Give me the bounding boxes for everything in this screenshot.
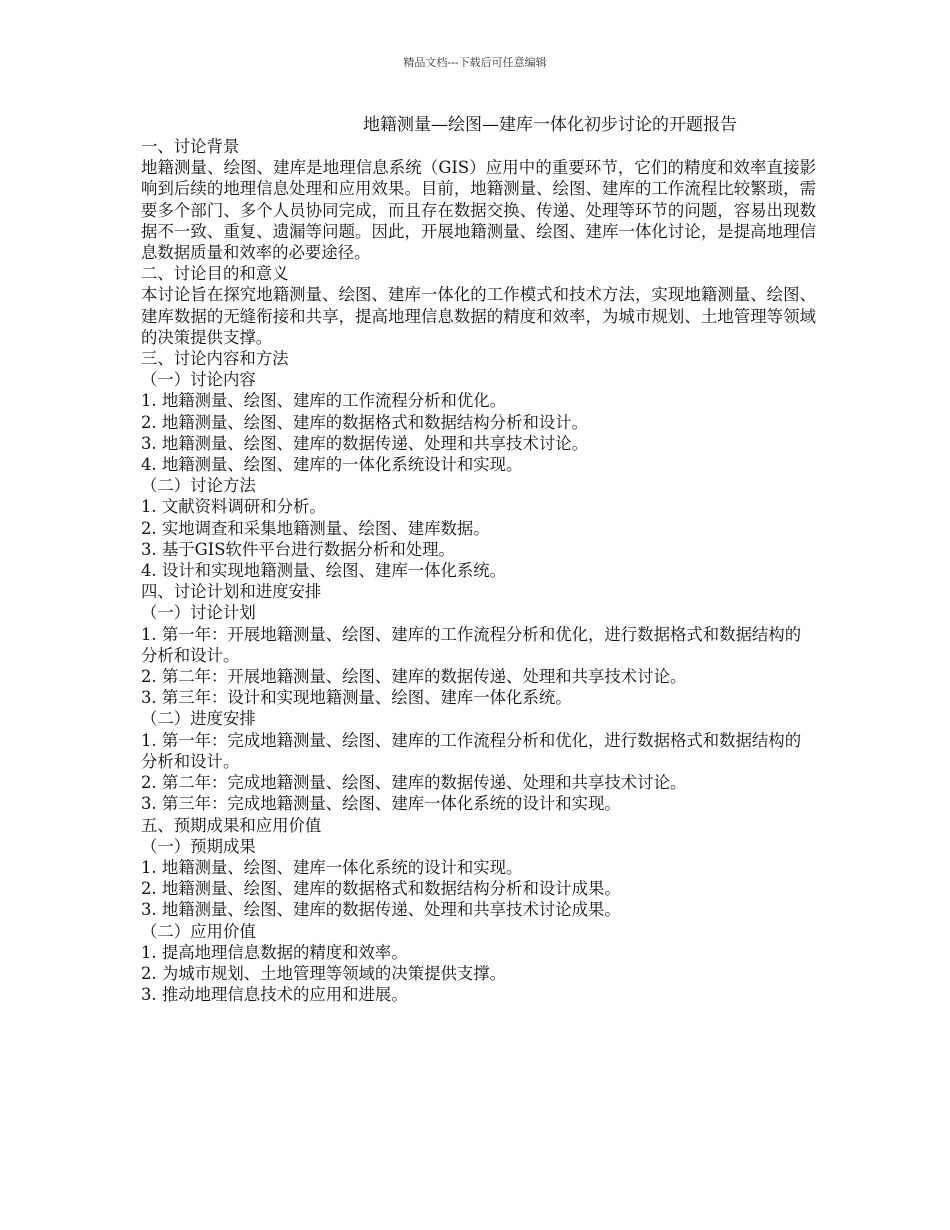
subsection-heading: （二）讨论方法 [141,476,256,496]
list-item: 2. 第二年：开展地籍测量、绘图、建库的数据传递、处理和共享技术讨论。 [141,667,687,687]
list-item: 2. 第二年：完成地籍测量、绘图、建库的数据传递、处理和共享技术讨论。 [141,773,687,793]
section-heading: 三、讨论内容和方法 [141,349,289,369]
section-heading: 二、讨论目的和意义 [141,264,289,284]
section-heading: 五、预期成果和应用价值 [141,815,322,835]
list-item: 1. 文献资料调研和分析。 [141,497,326,517]
list-item: 3. 基于GIS软件平台进行数据分析和处理。 [141,539,455,559]
list-item: 4. 地籍测量、绘图、建库的一体化系统设计和实现。 [141,455,523,475]
section-heading: 一、讨论背景 [141,137,240,156]
list-item: 3. 第三年：设计和实现地籍测量、绘图、建库一体化系统。 [141,688,572,708]
section-heading: 四、讨论计划和进度安排 [141,582,322,602]
subsection-heading: （一）讨论计划 [141,603,256,623]
list-item: 3. 地籍测量、绘图、建库的数据传递、处理和共享技术讨论成果。 [141,900,621,920]
list-item: 2. 地籍测量、绘图、建库的数据格式和数据结构分析和设计成果。 [141,879,621,899]
list-item: 2. 为城市规划、土地管理等领域的决策提供支撑。 [141,963,507,983]
subsection-heading: （二）应用价值 [141,921,256,941]
document-body [141,136,816,1005]
list-item: 3. 地籍测量、绘图、建库的数据传递、处理和共享技术讨论。 [141,433,589,453]
list-item: 1. 地籍测量、绘图、建库一体化系统的设计和实现。 [141,857,523,877]
list-item: 2. 地籍测量、绘图、建库的数据格式和数据结构分析和设计。 [141,412,589,432]
page-header: 精品文档---下载后可任意编辑 [403,56,547,69]
list-item: 3. 第三年：完成地籍测量、绘图、建库一体化系统的设计和实现。 [141,794,621,814]
paragraph: 地籍测量、绘图、建库是地理信息系统（GIS）应用中的重要环节，它们的精度和效率直接影响到后续的地理信息处理和应用效果。目前，地籍测量、绘图、建库的工作流程比较繁琐，需要多个部门、多个人员协同完成，而且存在数据交换、传递、处理等环节的问题，容易出现数据不一致、重复、遗漏等问题。因此，开展地籍测量、绘图、建库一体化讨论，是提高地理信息数据质量和效率的必要途径。 [141,158,816,263]
list-item: 1. 地籍测量、绘图、建库的工作流程分析和优化。 [141,391,507,411]
document-title: 地籍测量—绘图—建库一体化初步讨论的开题报告 [363,115,737,135]
list-item: 4. 设计和实现地籍测量、绘图、建库一体化系统。 [141,561,507,581]
list-item: 1. 提高地理信息数据的精度和效率。 [141,942,408,962]
list-item: 2. 实地调查和采集地籍测量、绘图、建库数据。 [141,518,490,538]
subsection-heading: （一）讨论内容 [141,370,256,390]
list-item: 3. 推动地理信息技术的应用和进展。 [141,985,408,1005]
subsection-heading: （二）进度安排 [141,709,256,729]
paragraph: 本讨论旨在探究地籍测量、绘图、建库一体化的工作模式和技术方法，实现地籍测量、绘图、建库数据的无缝衔接和共享，提高地理信息数据的精度和效率，为城市规划、土地管理等领域的决策提供支撑。 [141,285,816,347]
list-item: 1. 第一年：开展地籍测量、绘图、建库的工作流程分析和优化，进行数据格式和数据结构的分析和设计。 [141,624,802,665]
subsection-heading: （一）预期成果 [141,836,256,856]
list-item: 1. 第一年：完成地籍测量、绘图、建库的工作流程分析和优化，进行数据格式和数据结构的分析和设计。 [141,730,802,771]
